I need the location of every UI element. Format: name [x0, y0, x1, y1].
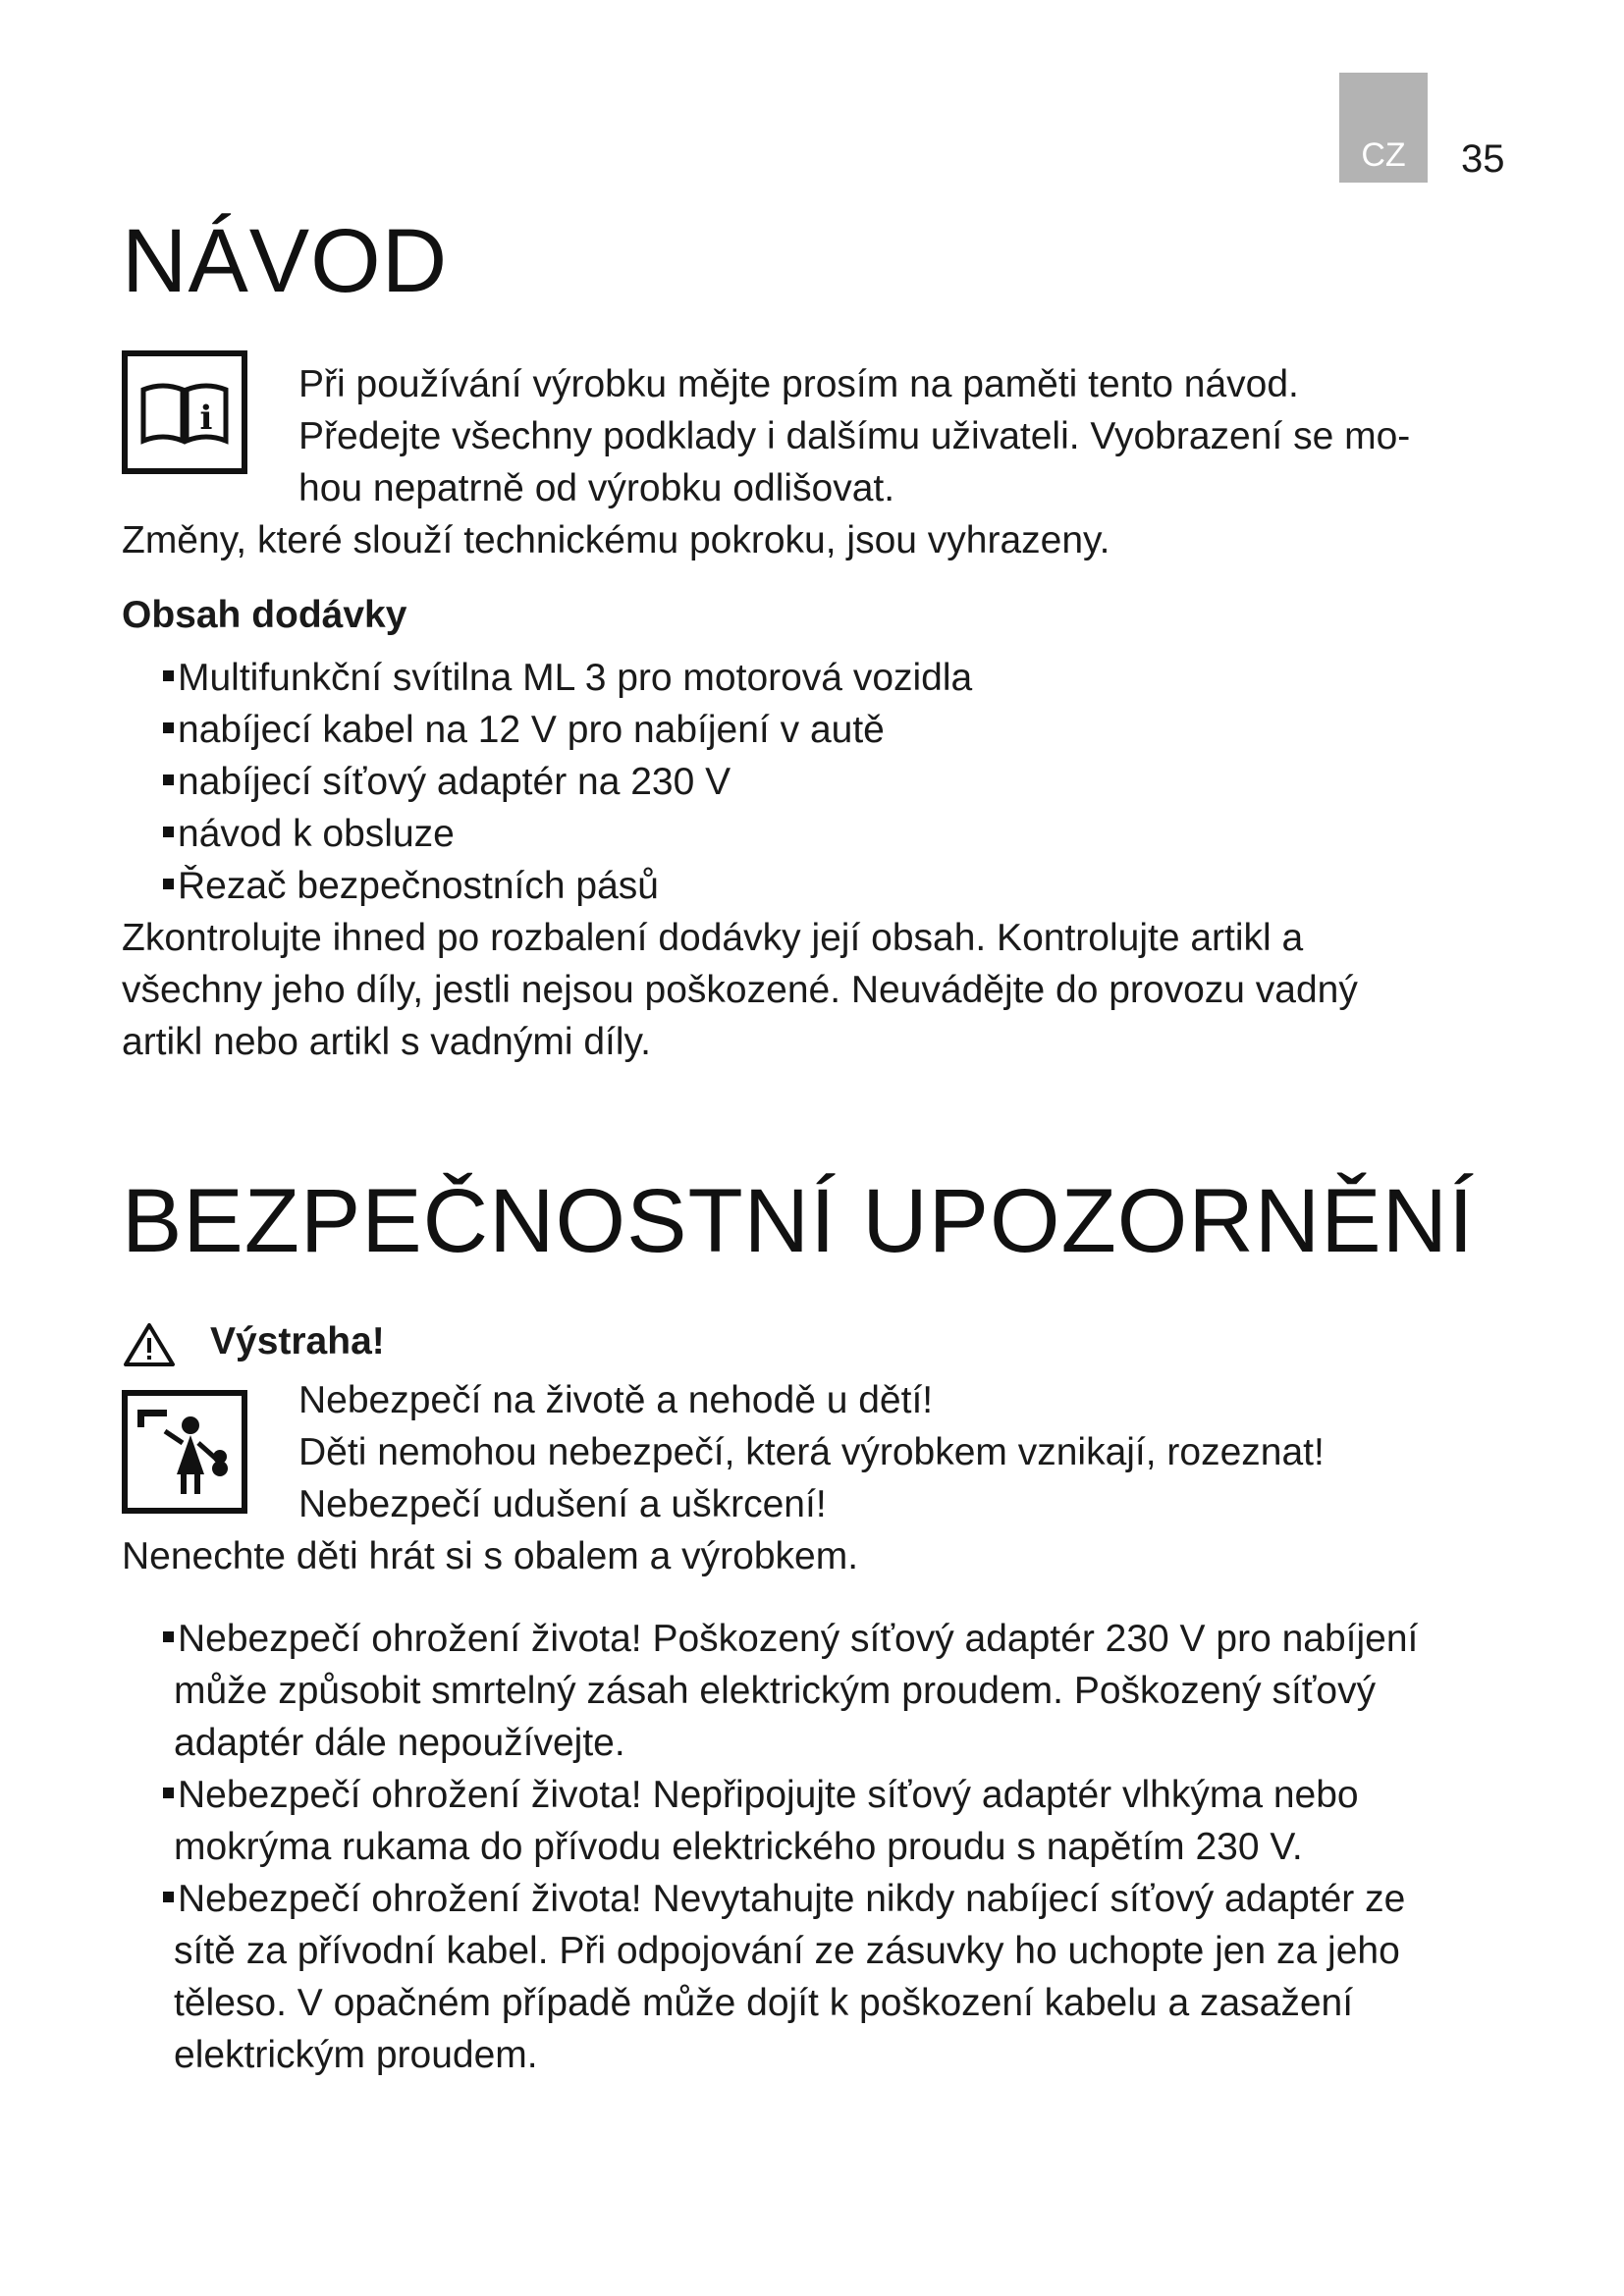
intro-line-1: Při používání výrobku mějte prosím na paměti tento návod.	[298, 363, 1299, 405]
bullet-icon	[163, 670, 174, 681]
list-item: Nebezpečí ohrožení života! Nepřipojujte síťový adaptér vlhkýma nebo mokrýma rukama do přívodu elektrického proudu s napětím 230 V.	[163, 1769, 1359, 1873]
intro-line-2: Předejte všechny podklady i dalšímu uživateli. Vyobrazení se mo-	[298, 415, 1411, 457]
list-item: Nebezpečí ohrožení života! Nevytahujte nikdy nabíjecí síťový adaptér ze sítě za přívodní kabel. Při odpojování ze zásuvky ho uchopte jen za jeho těleso. V opačném případě může dojít k poškození kabelu a zasažení elektrickým proudem.	[163, 1873, 1405, 2081]
list-item: Multifunkční svítilna ML 3 pro motorová vozidla	[163, 652, 972, 704]
list-item: nabíjecí síťový adaptér na 230 V	[163, 756, 731, 808]
bullet-icon	[163, 774, 174, 785]
bullet-icon	[163, 1892, 174, 1902]
child-warning-footer: Nenechte děti hrát si s obalem a výrobkem.	[122, 1535, 859, 1577]
check-line-3: artikl nebo artikl s vadnými díly.	[122, 1021, 651, 1063]
child-hazard-icon	[122, 1390, 247, 1519]
list-item: návod k obsluze	[163, 808, 455, 860]
child-warning-line-2: Děti nemohou nebezpečí, která výrobkem vznikají, rozeznat!	[298, 1431, 1325, 1473]
list-item: nabíjecí kabel na 12 V pro nabíjení v autě	[163, 704, 885, 756]
bullet-icon	[163, 879, 174, 889]
page-number: 35	[1461, 137, 1505, 181]
read-manual-icon	[122, 350, 247, 479]
svg-text:i: i	[199, 399, 213, 438]
list-item: Nebezpečí ohrožení života! Poškozený síťový adaptér 230 V pro nabíjení může způsobit smrtelný zásah elektrickým proudem. Poškozený síťový adaptér dále nepoužívejte.	[163, 1613, 1418, 1769]
warning-label: Výstraha!	[210, 1320, 385, 1362]
bullet-icon	[163, 722, 174, 733]
list-item: Řezač bezpečnostních pásů	[163, 860, 659, 912]
bullet-icon	[163, 1788, 174, 1798]
section-title-navod: NÁVOD	[122, 211, 449, 311]
check-line-2: všechny jeho díly, jestli nejsou poškozené. Neuvádějte do provozu vadný	[122, 969, 1358, 1011]
language-tab	[1339, 73, 1428, 183]
child-warning-line-3: Nebezpečí udušení a uškrcení!	[298, 1483, 827, 1525]
language-code: CZ	[1361, 136, 1406, 174]
warning-triangle-icon	[122, 1321, 177, 1373]
check-line-1: Zkontrolujte ihned po rozbalení dodávky její obsah. Kontrolujte artikl a	[122, 917, 1304, 959]
section-title-safety: BEZPEČNOSTNÍ UPOZORNĚNÍ	[122, 1171, 1475, 1271]
bullet-icon	[163, 1631, 174, 1642]
intro-line-3: hou nepatrně od výrobku odlišovat.	[298, 467, 895, 509]
bullet-icon	[163, 827, 174, 837]
changes-note: Změny, které slouží technickému pokroku, jsou vyhrazeny.	[122, 519, 1110, 561]
contents-heading: Obsah dodávky	[122, 594, 407, 636]
child-warning-line-1: Nebezpečí na životě a nehodě u dětí!	[298, 1379, 934, 1421]
